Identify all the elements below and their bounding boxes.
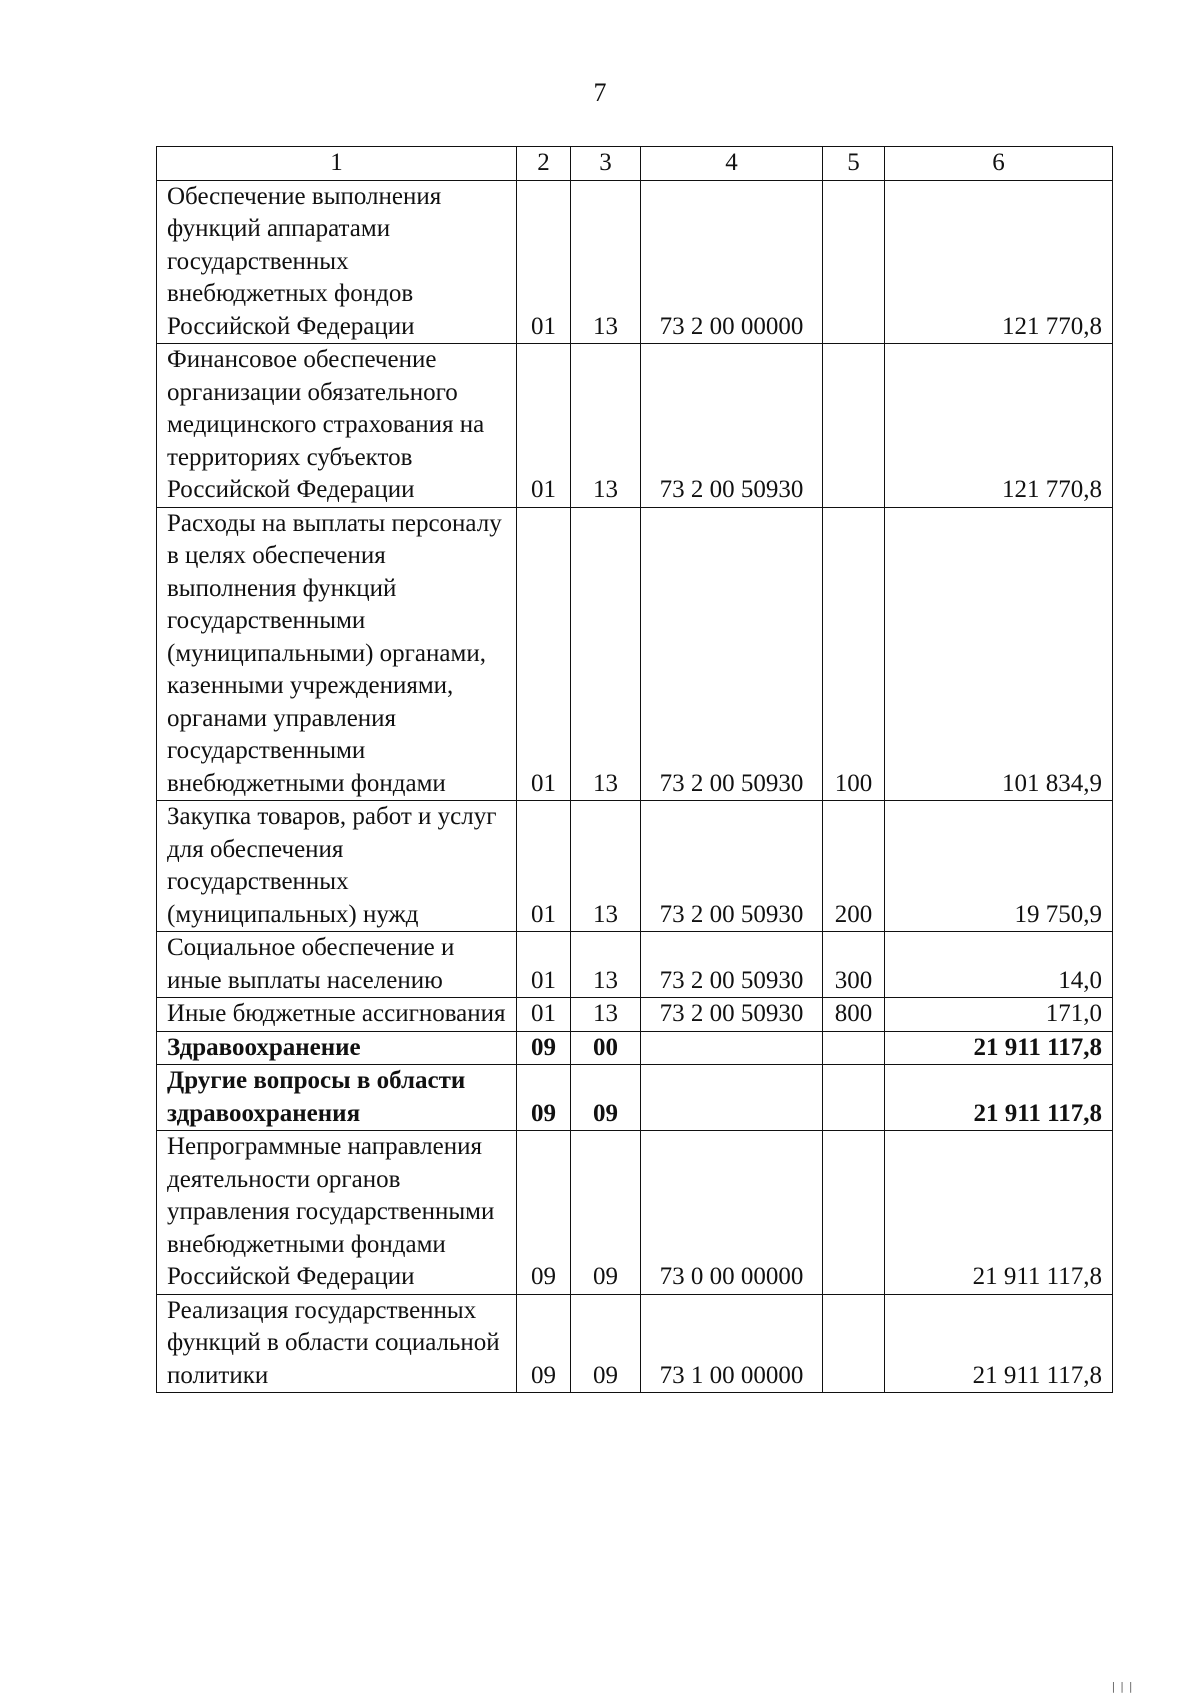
table-row (157, 998, 1113, 1032)
target-article-cell (641, 1065, 823, 1131)
expense-type-cell: 300 (823, 932, 885, 998)
column-header: 2 (517, 147, 571, 181)
table-row (157, 344, 1113, 508)
table-row (157, 1294, 1113, 1393)
expense-type-cell (823, 1065, 885, 1131)
row-name-cell: Обеспечение выполнения функций аппаратами государственных внебюджетных фондов Российской Федерации (157, 180, 517, 344)
row-name-cell: Социальное обеспечение и иные выплаты населению (157, 932, 517, 998)
row-name-cell: Другие вопросы в области здравоохранения (157, 1065, 517, 1131)
section-code-cell: 01 (517, 932, 571, 998)
row-name-cell: Реализация государственных функций в области социальной политики (157, 1294, 517, 1393)
column-header: 4 (641, 147, 823, 181)
amount-cell: 21 911 117,8 (885, 1131, 1113, 1295)
table-body (157, 180, 1113, 1393)
expense-type-cell: 200 (823, 801, 885, 932)
section-code-cell: 01 (517, 998, 571, 1032)
amount-cell: 21 911 117,8 (885, 1294, 1113, 1393)
target-article-cell: 73 2 00 50930 (641, 344, 823, 508)
amount-cell: 21 911 117,8 (885, 1031, 1113, 1065)
subsection-code-cell: 13 (571, 507, 641, 801)
target-article-cell: 73 2 00 00000 (641, 180, 823, 344)
expense-type-cell (823, 344, 885, 508)
subsection-code-cell: 13 (571, 344, 641, 508)
subsection-code-cell: 09 (571, 1131, 641, 1295)
row-name-cell: Здравоохранение (157, 1031, 517, 1065)
row-name-cell: Закупка товаров, работ и услуг для обеспечения государственных (муниципальных) нужд (157, 801, 517, 932)
expense-type-cell (823, 1031, 885, 1065)
subsection-code-cell: 13 (571, 801, 641, 932)
section-code-cell: 01 (517, 180, 571, 344)
row-name-cell: Непрограммные направления деятельности органов управления государственными внебюджетными фондами Российской Федерации (157, 1131, 517, 1295)
column-header: 5 (823, 147, 885, 181)
page-number: 7 (593, 78, 607, 107)
table-row (157, 1065, 1113, 1131)
subsection-code-cell: 09 (571, 1065, 641, 1131)
expense-type-cell (823, 1294, 885, 1393)
amount-cell: 101 834,9 (885, 507, 1113, 801)
section-code-cell: 09 (517, 1065, 571, 1131)
table-row (157, 801, 1113, 932)
expense-type-cell: 100 (823, 507, 885, 801)
amount-cell: 14,0 (885, 932, 1113, 998)
budget-table (156, 146, 1113, 1393)
table-row (157, 180, 1113, 344)
amount-cell: 121 770,8 (885, 180, 1113, 344)
row-name-cell: Финансовое обеспечение организации обязательного медицинского страхования на территориях субъектов Российской Федерации (157, 344, 517, 508)
row-name-cell: Иные бюджетные ассигнования (157, 998, 517, 1032)
table-row (157, 932, 1113, 998)
row-name-cell: Расходы на выплаты персоналу в целях обеспечения выполнения функций государственными (муниципальными) органами, казенными учреждениями, органами управления государственными внебюджетными фондами (157, 507, 517, 801)
subsection-code-cell: 13 (571, 998, 641, 1032)
section-code-cell: 01 (517, 507, 571, 801)
scan-mark: ||| (1110, 1680, 1136, 1693)
expense-type-cell (823, 180, 885, 344)
section-code-cell: 09 (517, 1031, 571, 1065)
column-header: 3 (571, 147, 641, 181)
target-article-cell (641, 1031, 823, 1065)
target-article-cell: 73 2 00 50930 (641, 998, 823, 1032)
table-row (157, 507, 1113, 801)
section-code-cell: 09 (517, 1294, 571, 1393)
target-article-cell: 73 0 00 00000 (641, 1131, 823, 1295)
amount-cell: 171,0 (885, 998, 1113, 1032)
amount-cell: 19 750,9 (885, 801, 1113, 932)
table-header-row (157, 147, 1113, 181)
target-article-cell: 73 1 00 00000 (641, 1294, 823, 1393)
target-article-cell: 73 2 00 50930 (641, 932, 823, 998)
expense-type-cell (823, 1131, 885, 1295)
target-article-cell: 73 2 00 50930 (641, 801, 823, 932)
amount-cell: 121 770,8 (885, 344, 1113, 508)
table-row (157, 1031, 1113, 1065)
target-article-cell: 73 2 00 50930 (641, 507, 823, 801)
amount-cell: 21 911 117,8 (885, 1065, 1113, 1131)
subsection-code-cell: 00 (571, 1031, 641, 1065)
subsection-code-cell: 09 (571, 1294, 641, 1393)
subsection-code-cell: 13 (571, 932, 641, 998)
expense-type-cell: 800 (823, 998, 885, 1032)
section-code-cell: 01 (517, 801, 571, 932)
column-header: 6 (885, 147, 1113, 181)
table-row (157, 1131, 1113, 1295)
section-code-cell: 09 (517, 1131, 571, 1295)
section-code-cell: 01 (517, 344, 571, 508)
column-header: 1 (157, 147, 517, 181)
subsection-code-cell: 13 (571, 180, 641, 344)
